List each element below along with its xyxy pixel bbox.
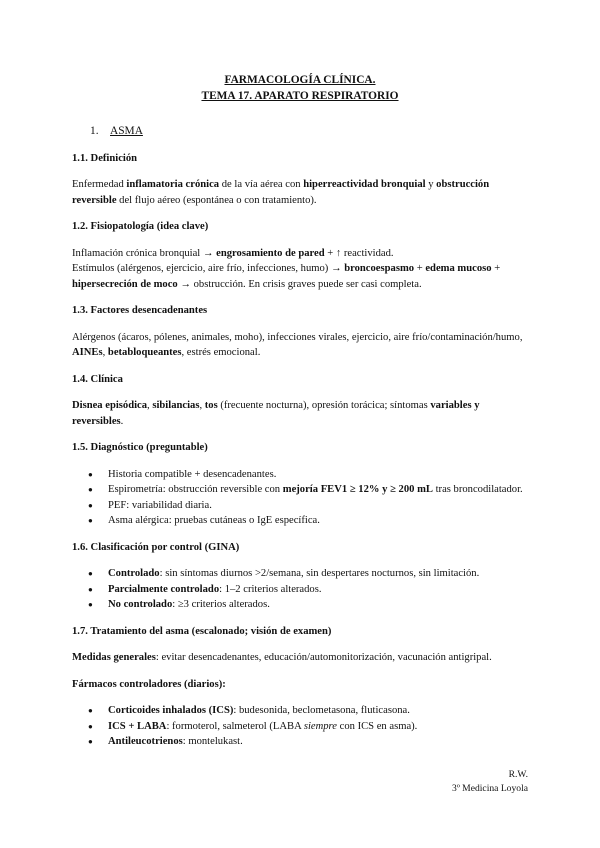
- bullet-icon: ●: [88, 721, 93, 731]
- list-item: [72, 703, 528, 719]
- list-item: [72, 467, 528, 483]
- footer-course: 3º Medicina Loyola: [452, 783, 528, 794]
- text-run: sibilancias: [152, 400, 200, 411]
- bullet-icon: ●: [88, 737, 93, 746]
- text-run: ICS + LABA: [108, 720, 167, 732]
- text-run: Corticoides inhalados (ICS): [108, 705, 234, 716]
- list-item: [72, 513, 528, 529]
- text-run: Disnea episódica: [72, 400, 148, 411]
- text-run: Asma alérgica: pruebas cutáneas o IgE específica.: [108, 515, 320, 526]
- text-run: tos: [204, 400, 218, 411]
- text-run: PEF: variabilidad diaria.: [108, 499, 212, 511]
- text-run: mejoría FEV1 ≥ 12% y ≥ 200 mL: [282, 484, 433, 495]
- text-run: edema mucoso: [425, 263, 492, 274]
- text-run: .: [120, 415, 124, 427]
- text-run: del flujo aéreo (espontánea o con tratamiento).: [116, 194, 317, 206]
- bullet-icon: ●: [88, 706, 93, 715]
- bullet-icon: ●: [88, 485, 93, 494]
- subheading-farmacos-controladores: Fármacos controladores (diarios):: [72, 678, 226, 690]
- text-run: variables y reversibles: [72, 400, 480, 427]
- bullet-icon: ●: [88, 584, 93, 594]
- text-run: : formoterol, salmeterol (LABA: [166, 720, 304, 732]
- text-run: siempre: [303, 720, 337, 732]
- heading-fisiopatologia: 1.2. Fisiopatología (idea clave): [72, 221, 209, 232]
- list-item: [72, 734, 528, 750]
- heading-clasificacion: 1.6. Clasificación por control (GINA): [72, 541, 240, 553]
- section-heading: [90, 124, 528, 140]
- text-run: Historia compatible + desencadenantes.: [108, 468, 277, 480]
- text-run: Inflamación crónica bronquial →: [72, 247, 217, 259]
- text-run: Medidas generales: [72, 652, 156, 663]
- bullet-icon: ●: [88, 469, 93, 479]
- bullet-icon: ●: [88, 600, 93, 609]
- list-diagnostico: [72, 467, 528, 529]
- text-run: , estrés emocional.: [181, 347, 261, 358]
- text-run: inflamatoria crónica: [126, 179, 220, 190]
- text-run: ,: [102, 347, 108, 358]
- section-number: 1.: [90, 125, 99, 137]
- section-label: ASMA: [110, 125, 143, 137]
- text-run: hiperreactividad bronquial: [303, 179, 426, 190]
- text-run: : 1–2 criterios alterados.: [219, 583, 322, 595]
- paragraph-medidas-generales: [72, 650, 528, 666]
- text-run: y: [425, 179, 437, 190]
- text-run: hipersecreción de moco: [72, 278, 178, 290]
- text-run: de la vía aérea con: [219, 179, 304, 190]
- list-item: [72, 582, 528, 598]
- text-run: : budesonida, beclometasona, fluticasona.: [233, 705, 410, 716]
- text-run: + ↑ reactividad.: [324, 247, 394, 259]
- text-run: Espirometría: obstrucción reversible con: [108, 484, 283, 495]
- bullet-icon: ●: [88, 500, 93, 510]
- heading-diagnostico: 1.5. Diagnóstico (preguntable): [72, 442, 208, 453]
- text-run: AINEs: [72, 347, 103, 358]
- text-run: Estímulos (alérgenos, ejercicio, aire frío, infecciones, humo) →: [72, 263, 345, 274]
- list-farmacos: [72, 703, 528, 750]
- text-run: ,: [147, 400, 153, 411]
- paragraph-definicion: [72, 177, 528, 208]
- text-run: +: [414, 263, 426, 274]
- text-run: Enfermedad: [72, 179, 127, 190]
- paragraph-factores: [72, 330, 528, 361]
- paragraph-clinica: [72, 398, 528, 429]
- bullet-icon: ●: [88, 569, 93, 578]
- text-run: Alérgenos (ácaros, pólenes, animales, moho), infecciones virales, ejercicio, aire frío/contaminación/humo,: [72, 331, 523, 343]
- text-run: obstrucción reversible: [72, 179, 490, 206]
- page-footer: [452, 768, 528, 796]
- text-run: +: [491, 263, 501, 274]
- document-title: FARMACOLOGÍA CLÍNICA.: [224, 74, 376, 86]
- list-item: [72, 566, 528, 582]
- list-item: [72, 719, 528, 735]
- text-run: : ≥3 criterios alterados.: [172, 599, 270, 610]
- text-run: (frecuente nocturna), opresión torácica; síntomas: [217, 400, 431, 411]
- text-run: Controlado: [108, 568, 160, 579]
- list-item: [72, 482, 528, 498]
- text-run: con ICS en asma).: [337, 720, 418, 732]
- text-run: ,: [199, 400, 205, 411]
- text-run: tras broncodilatador.: [432, 484, 523, 495]
- text-run: : evitar desencadenantes, educación/automonitorización, vacunación antigripal.: [155, 652, 492, 663]
- text-run: Parcialmente controlado: [108, 583, 220, 595]
- paragraph-fisiopatologia-1: [72, 246, 528, 262]
- heading-factores: 1.3. Factores desencadenantes: [72, 305, 208, 316]
- bullet-icon: ●: [88, 516, 93, 525]
- heading-tratamiento: 1.7. Tratamiento del asma (escalonado; visión de examen): [72, 625, 332, 637]
- text-run: broncoespasmo: [344, 263, 415, 274]
- document-subtitle: TEMA 17. APARATO RESPIRATORIO: [201, 90, 399, 102]
- document-page: [72, 72, 528, 750]
- text-run: Antileucotrienos: [108, 736, 183, 747]
- text-run: engrosamiento de pared: [216, 247, 325, 259]
- list-item: [72, 597, 528, 613]
- text-run: : montelukast.: [182, 736, 243, 747]
- text-run: : sin síntomas diurnos >2/semana, sin despertares nocturnos, sin limitación.: [159, 568, 480, 579]
- heading-definicion: 1.1. Definición: [72, 152, 138, 164]
- text-run: No controlado: [108, 599, 173, 610]
- text-run: → obstrucción. En crisis graves puede ser casi completa.: [177, 278, 422, 290]
- list-clasificacion: [72, 566, 528, 613]
- footer-author: R.W.: [508, 769, 528, 780]
- paragraph-fisiopatologia-2: [72, 261, 528, 292]
- list-item: [72, 498, 528, 514]
- heading-clinica: 1.4. Clínica: [72, 373, 123, 385]
- text-run: betabloqueantes: [107, 347, 182, 358]
